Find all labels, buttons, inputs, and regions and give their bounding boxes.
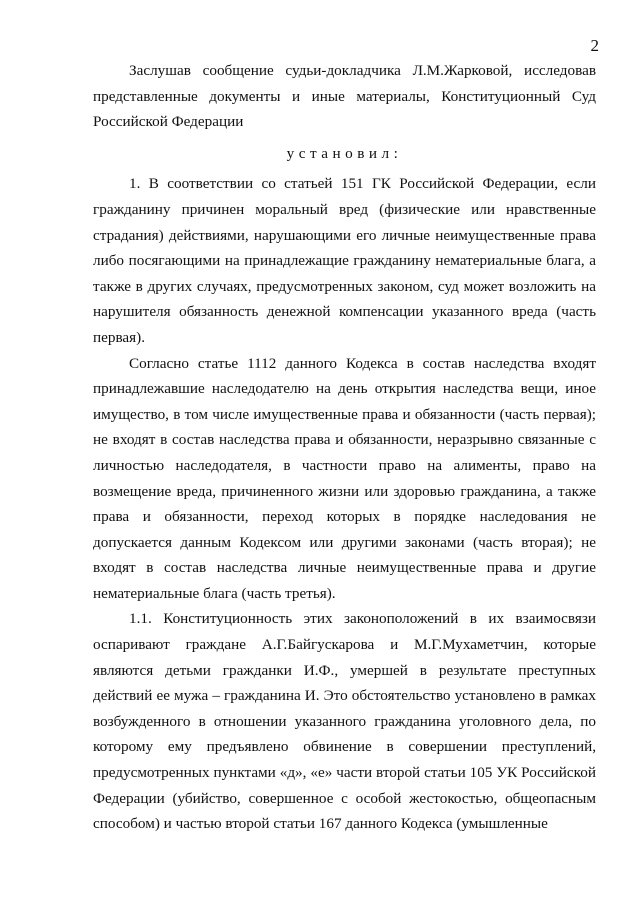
ruling-heading: установил: xyxy=(286,144,403,162)
paragraph-2: Согласно статье 1112 данного Кодекса в состав наследства входят принадлежавшие наследодателю на день открытия наследства вещи, иное имущество, в том числе имущественные права и обязанности (часть первая); не входят в состав наследства права и обязанности, неразрывно связанные с личностью наследодателя, в частности право на алименты, право на возмещение вреда, причиненного жизни или здоровью гражданина, а также права и обязанности, переход которых в порядке наследования не допускается данным Кодексом или другими законами (часть вторая); не входят в состав наследства личные неимущественные права и другие нематериальные блага (часть третья). xyxy=(93,354,596,602)
document-body xyxy=(93,58,596,837)
intro-paragraph: Заслушав сообщение судьи-докладчика Л.М.Жарковой, исследовав представленные документы и иные материалы, Конституционный Суд Российской Федерации xyxy=(93,62,596,131)
page-number: 2 xyxy=(590,36,599,55)
paragraph-1: 1. В соответствии со статьей 151 ГК Российской Федерации, если гражданину причинен моральный вред (физические или нравственные страдания) действиями, нарушающими его личные неимущественные права либо посягающими на принадлежащие гражданину нематериальные блага, а также в других случаях, предусмотренных законом, суд может возложить на нарушителя обязанность денежной компенсации указанного вреда (часть первая). xyxy=(93,175,596,346)
paragraph-1-1: 1.1. Конституционность этих законоположений в их взаимосвязи оспаривают граждане А.Г.Байгускарова и М.Г.Мухаметчин, которые являются детьми гражданки И.Ф., умершей в результате преступных действий ее мужа – гражданина И. Это обстоятельство установлено в рамках возбужденного в отношении указанного гражданина уголовного дела, по которому ему предъявлено обвинение в совершении преступлений, предусмотренных пунктами «д», «е» части второй статьи 105 УК Российской Федерации (убийство, совершенное с особой жестокостью, общеопасным способом) и частью второй статьи 167 данного Кодекса (умышленные xyxy=(93,610,596,833)
